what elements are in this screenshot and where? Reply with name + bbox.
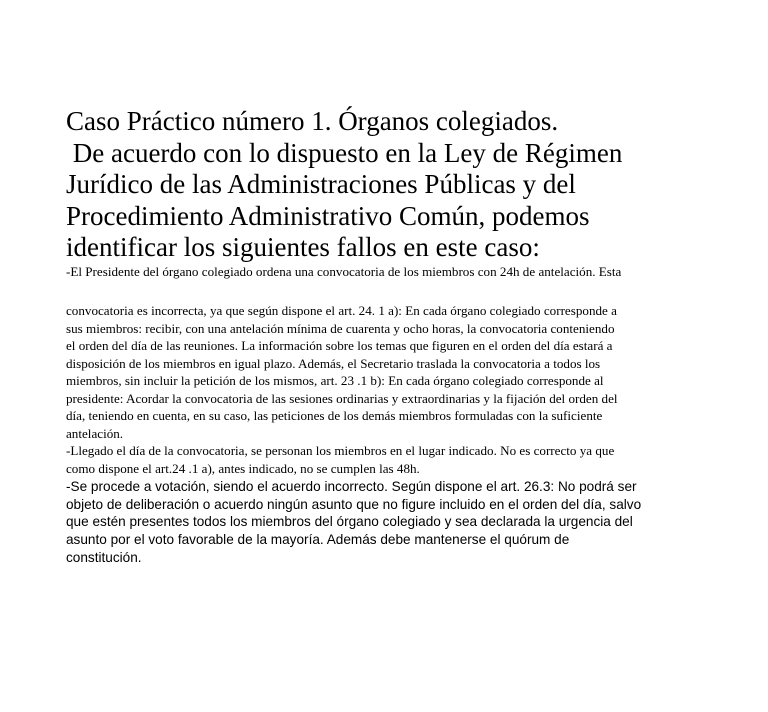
paragraph-line: que estén presentes todos los miembros del órgano colegiado y sea declarada la urgencia del bbox=[66, 514, 633, 530]
paragraph-line: -Llegado el día de la convocatoria, se personan los miembros en el lugar indicado. No es correcto ya que bbox=[66, 443, 615, 458]
paragraph-line: -El Presidente del órgano colegiado ordena una convocatoria de los miembros con 24h de antelación. Esta bbox=[66, 264, 622, 279]
paragraph-line: convocatoria es incorrecta, ya que según dispone el art. 24. 1 a): En cada órgano colegiado corresponde a bbox=[66, 303, 617, 318]
title-line: Procedimiento Administrativo Común, podemos bbox=[66, 200, 590, 231]
paragraph-line: miembros, sin incluir la petición de los mismos, art. 23 .1 b): En cada órgano colegiado corresponde al bbox=[66, 373, 604, 388]
paragraph-line: constitución. bbox=[66, 549, 142, 565]
fault-3-paragraph bbox=[66, 478, 726, 567]
document-title bbox=[66, 106, 726, 264]
paragraph-line: -Se procede a votación, siendo el acuerdo incorrecto. Según dispone el art. 26.3: No podrá ser bbox=[66, 479, 637, 494]
paragraph-line: asunto por el voto favorable de la mayoría. Además debe mantenerse el quórum de bbox=[66, 532, 570, 548]
fault-2-paragraph bbox=[66, 442, 726, 477]
fault-1-paragraph bbox=[66, 302, 726, 442]
fault-1-intro bbox=[66, 264, 726, 280]
paragraph-line: sus miembros: recibir, con una antelación mínima de cuarenta y ocho horas, la convocatoria conteniendo bbox=[66, 320, 615, 336]
title-line: identificar los siguientes fallos en este caso: bbox=[66, 232, 540, 262]
paragraph-line: día, teniendo en cuenta, en su caso, las peticiones de los demás miembros formuladas con la suficiente bbox=[66, 408, 603, 423]
paragraph-line: el orden del día de las reuniones. La información sobre los temas que figuren en el orden del día estará a bbox=[66, 338, 613, 353]
title-line: Caso Práctico número 1. Órganos colegiados. bbox=[66, 106, 559, 136]
paragraph-line: como dispone el art.24 .1 a), antes indicado, no se cumplen las 48h. bbox=[66, 460, 420, 476]
title-line: De acuerdo con lo dispuesto en la Ley de Régimen bbox=[66, 137, 623, 168]
paragraph-line: objeto de deliberación o acuerdo ningún asunto que no figure incluido en el orden del día, salvo bbox=[66, 496, 642, 512]
paragraph-line: antelación. bbox=[66, 425, 124, 441]
title-line: Jurídico de las Administraciones Públicas y del bbox=[66, 169, 576, 199]
paragraph-line: disposición de los miembros en igual plazo. Además, el Secretario traslada la convocatoria a todos los bbox=[66, 355, 601, 371]
paragraph-line: presidente: Acordar la convocatoria de las sesiones ordinarias y extraordinarias y la fijación del orden del bbox=[66, 390, 618, 406]
